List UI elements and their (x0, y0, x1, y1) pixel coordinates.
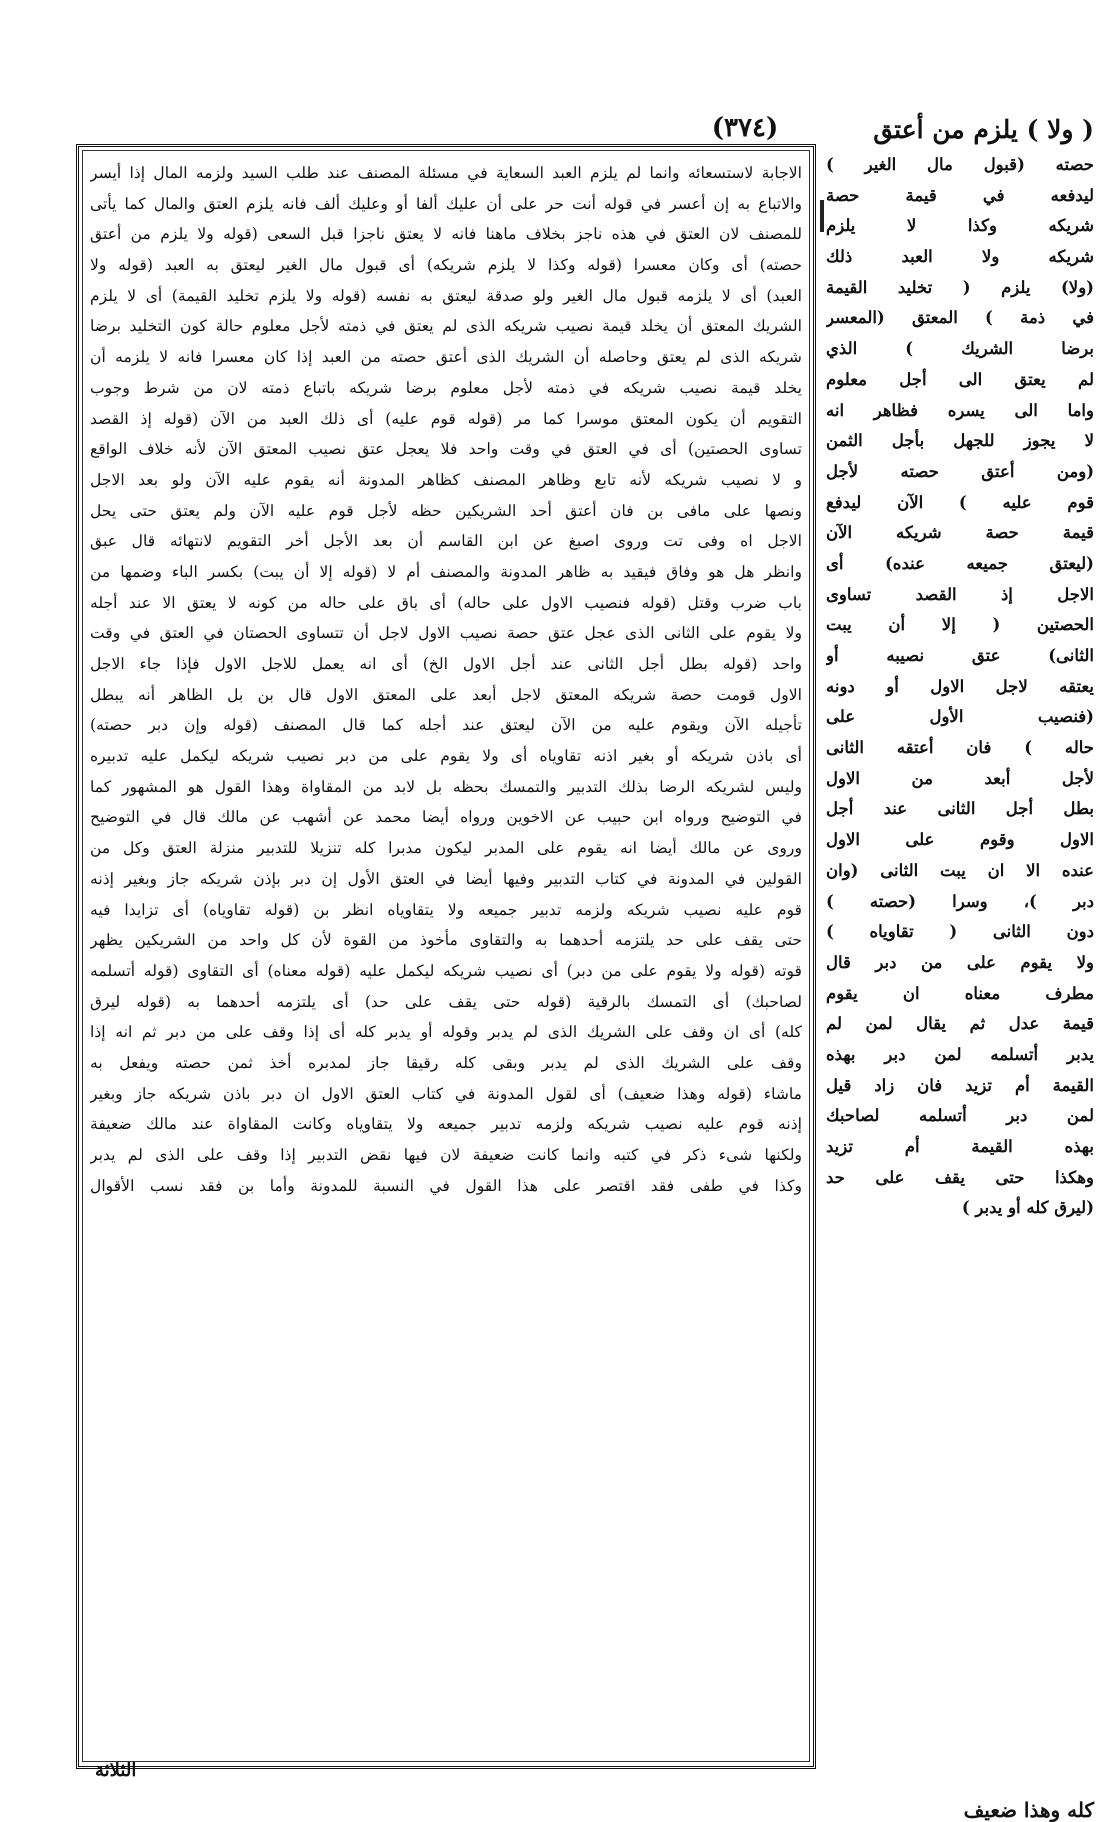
side-column-heading: ( ولا ) يلزم من أعتق (873, 115, 1094, 144)
text-line: حتى يقف على حد يلتزمه أحدهما به والتقاوى مأخوذ من القوة لأن كل واحد من الشريكين يظهر (90, 931, 802, 950)
side-text-line: في ذمة ) المعتق (المعسر (826, 308, 1094, 328)
side-text-line: برضا الشريك ) الذي (826, 339, 1094, 359)
side-text-line: (ومن أعتق حصته لأجل (826, 461, 1094, 481)
side-text-line: قيمة عدل ثم يقال لمن لم (826, 1014, 1094, 1034)
frame-margin-mark (820, 200, 824, 232)
side-text-line: الاجل إذ القصد تساوى (826, 584, 1094, 604)
text-line: تأجيله الآن ويقوم عليه من الآن ليعتق عند أجله كما قال المصنف (قوله وإن دبر حصته) (90, 716, 802, 735)
text-line: ولكنها شىء ذكر في كتبه وانما كانت ضعيفة لان فيها نقض التدبير إذا وقف على الذى لم يدبر (90, 1146, 802, 1164)
text-line: للمصنف لان العتق في هذه ناجز بخلاف ماهنا فانه لا يعتق ناجزا قبل السعى (قوله ولا يلزم من أعتق (90, 225, 802, 244)
side-text-line: واما الى يسره فظاهر انه (826, 400, 1094, 420)
text-line: كله) أى ان وقف على الشريك الذى لم يدبر وقوله أو يدبر كله أى إذا وقف على من دبر ثم انه إذا (90, 1023, 802, 1042)
side-text-line: (ليرق كله أو يدبر ) (961, 1198, 1094, 1218)
side-text-line: يدبر أتسلمه لمن دبر بهذه (826, 1044, 1094, 1064)
side-text-line: (ليعتق جميعه عنده) أى (826, 553, 1094, 573)
text-line: وانظر هل هو وفاق فيقيد به ظاهر المدونة والمصنف أم لا (قوله إلا أن يبت) بكسر الباء وضمها من (90, 562, 802, 581)
side-text-line: دون الثانى ( تقاوياه ) (826, 922, 1094, 942)
side-text-line: لمن دبر أتسلمه لصاحبك (826, 1106, 1094, 1126)
text-line: تساوى الحصتين) أى في العتق في وقت واحد فلا يعجل عتق نصيب المعتق الآن لأنه خلاف الواقع (90, 440, 802, 459)
text-line: حصته) أى وكان معسرا (قوله وكذا لا يلزم شريكه) أى قبول مال الغير ليعتق به العبد (قوله ولا (90, 256, 802, 275)
side-text-line: بطل أجل الثانى عند أجل (826, 799, 1094, 819)
text-line: الاجل اه وفى تت وروى اصبغ عن ابن القاسم أن بعد الأجل أخر التقويم لانتهائه قال عبق (90, 532, 802, 551)
side-text-line: عنده الا ان يبت الثانى (وان (826, 860, 1094, 880)
side-text-line: (فنصيب الأول على (826, 707, 1094, 727)
side-text-line: لا يجوز للجهل بأجل الثمن (826, 431, 1094, 451)
text-line: العبد) أى لا يلزمه قبول مال الغير ولو صدقة ليعتق به نفسه (قوله ولا يلزم تخليد القيمة) أى لا يلزم (90, 286, 802, 305)
text-line: في التوضيح ورواه ابن حبيب عن الاخوين ورواه أيضا محمد عن أشهب عن مالك قال في التوضيح (90, 808, 802, 827)
text-line: الاول قومت حصة شريكه المعتق لاجل أبعد على المعتق الاول قال بن بل الظاهر أنه يبطل (90, 685, 802, 704)
text-line: وروى عن مالك أيضا انه يقوم على المدبر ليكون مدبرا كله تنزيلا للتدبير منزلة العتق وكل من (90, 839, 802, 858)
text-line: ونصها على مافى بن فان أعتق أحد الشريكين حظه لأجل قوم عليه الآن ولم يعتق حتى يحل (90, 501, 802, 520)
text-line: باب ضرب وقتل (قوله فنصيب الاول على حاله) أى باق على حاله من كونه لا يعتق الا عند أجله (90, 593, 802, 612)
side-text-line: الثانى) عتق نصيبه أو (826, 646, 1094, 665)
side-catchword: كله وهذا ضعيف (963, 1798, 1094, 1822)
text-line: وليس لشريكه الرضا بذلك التدبير والتمسك بحظه بل لابد من المقاواة وهذا القول هو المشهور كما (90, 777, 802, 796)
text-line: الاجابة لاستسعائه وانما لم يلزم العبد السعاية في مسئلة المصنف عند طلب السيد ولزمه المال إذا أيسر (90, 164, 802, 182)
side-text-line: حاله ) فان أعتقه الثانى (826, 738, 1094, 758)
text-line: أى باذن شريكه أو بغير اذنه تقاوياه أى ولا يقوم على من دبر نصيب شريكه ليكمل عليه تدبيره (90, 747, 802, 766)
side-text-line: لأجل أبعد من الاول (826, 768, 1094, 788)
side-text-line: شريكه ولا العبد ذلك (826, 247, 1094, 267)
side-text-line: لم يعتق الى أجل معلوم (826, 369, 1094, 389)
page-number: (٣٧٤) (711, 113, 779, 143)
text-line: قوم عليه نصيب شريكه ولزمه تدبير جميعه ولا يتقاوياه انظر بن (قوله تقاوياه) أى تزايدا فيه (90, 900, 802, 919)
text-line: الشريك المعتق أن يخلد قيمة نصيب شريكه الذى لم يعتق في ذمته لأجل معلوم حالة كون التخليد برضا (90, 317, 802, 336)
text-line: شريكه الذى لم يعتق وحاصله أن الشريك الذى أعتق حصته من العبد إذا كان معسرا فانه لا يلزمه أن (90, 348, 802, 367)
text-line: قوته (قوله ولا يقوم على من دبر) أى نصيب شريكه ليكمل عليه (قوله معناه) أى التقاوى (قوله أتسلمه (90, 961, 802, 980)
text-line: و لا نصيب شريكه لأنه تابع وظاهر المصنف كظاهر المدونة أنه يقوم عليه الآن ولو بعد الاجل (90, 470, 802, 489)
side-text-line: دبر )، وسرا (حصته ) (826, 891, 1094, 911)
side-text-line: الحصتين ( إلا أن يبت (826, 615, 1094, 635)
text-line: والاتباع به إن أعسر في قوله أنت حر على أن عليك ألفا أو وعليك ألف فانه يلزم العتق والمال كما يأتى (90, 194, 802, 213)
side-text-line: وهكذا حتى يقف على حد (826, 1167, 1094, 1187)
side-margin-text (826, 150, 1094, 1224)
text-line: ماشاء (قوله وهذا ضعيف) أى لقول المدونة في كتاب العتق الاول ان دبر باذن شريكه جاز وبغير (90, 1084, 802, 1103)
side-text-line: (ولا) يلزم ( تخليد القيمة (826, 277, 1094, 297)
text-line: وكذا في طفى فقد اقتصر على هذا القول في النسبة للمدونة وأما بن فقد نسب الأقوال (90, 1176, 802, 1195)
text-line: يخلد قيمة نصيب شريكه في ذمته لأجل معلوم برضا شريكه باتباع ذمته لان من شرط وجوب (90, 378, 802, 397)
text-line: القولين في المدونة في كتاب التدبير وفيها أيضا في العتق الأول إن دبر بإذن شريكه جاز وبغير إذنه (90, 869, 802, 888)
side-text-line: حصته (قبول مال الغير ) (826, 155, 1094, 174)
side-text-line: ولا يقوم على من دبر قال (826, 952, 1094, 972)
side-text-line: يعتقه لاجل الاول أو دونه (826, 676, 1094, 696)
side-text-line: الاول وقوم على الاول (826, 830, 1094, 850)
side-text-line: قيمة حصة شريكه الآن (826, 523, 1094, 543)
side-text-line: ليدفعه في قيمة حصة (826, 185, 1094, 205)
side-text-line: بهذه القيمة أم تزيد (826, 1137, 1094, 1156)
text-line: ولا يقوم على الثانى الذى عجل عتق حصة نصيب الاول لاجل أن تتساوى الحصتان في العتق في وقت (90, 624, 802, 643)
side-text-line: القيمة أم تزيد فان زاد قيل (826, 1075, 1094, 1095)
text-line: إذنه قوم عليه نصيب شريكه ولزمه تدبير جميعه ولا يتقاوياه وكانت المقاواة عند مالك ضعيفة (90, 1115, 802, 1134)
text-line: التقويم أن يكون المعتق موسرا كما مر (قوله قوم عليه) أى ذلك العبد من الآن (قوله إذ القصد (90, 409, 802, 428)
side-text-line: قوم عليه ) الآن ليدفع (826, 492, 1094, 512)
side-text-line: مطرف معناه ان يقوم (826, 983, 1094, 1003)
side-text-line: شريكه وكذا لا يلزم (826, 216, 1094, 236)
text-line: واحد (قوله بطل أجل الثانى عند أجل الاول الخ) أى انه يعمل للاجل الاول فإذا جاء الاجل (90, 655, 802, 673)
text-line: لصاحبك) أى التمسك بالرقية (قوله حتى يقف على حد) أى يلتزمه أحدهما به (قوله ليرق (90, 992, 802, 1011)
main-commentary-text (90, 158, 802, 1201)
main-catchword: الثلاثة (95, 1760, 137, 1781)
text-line: وقف على الشريك الذى لم يدبر وبقى كله رقيقا جاز لمدبره أخذ ثمن حصته ويفعل به (90, 1053, 802, 1072)
